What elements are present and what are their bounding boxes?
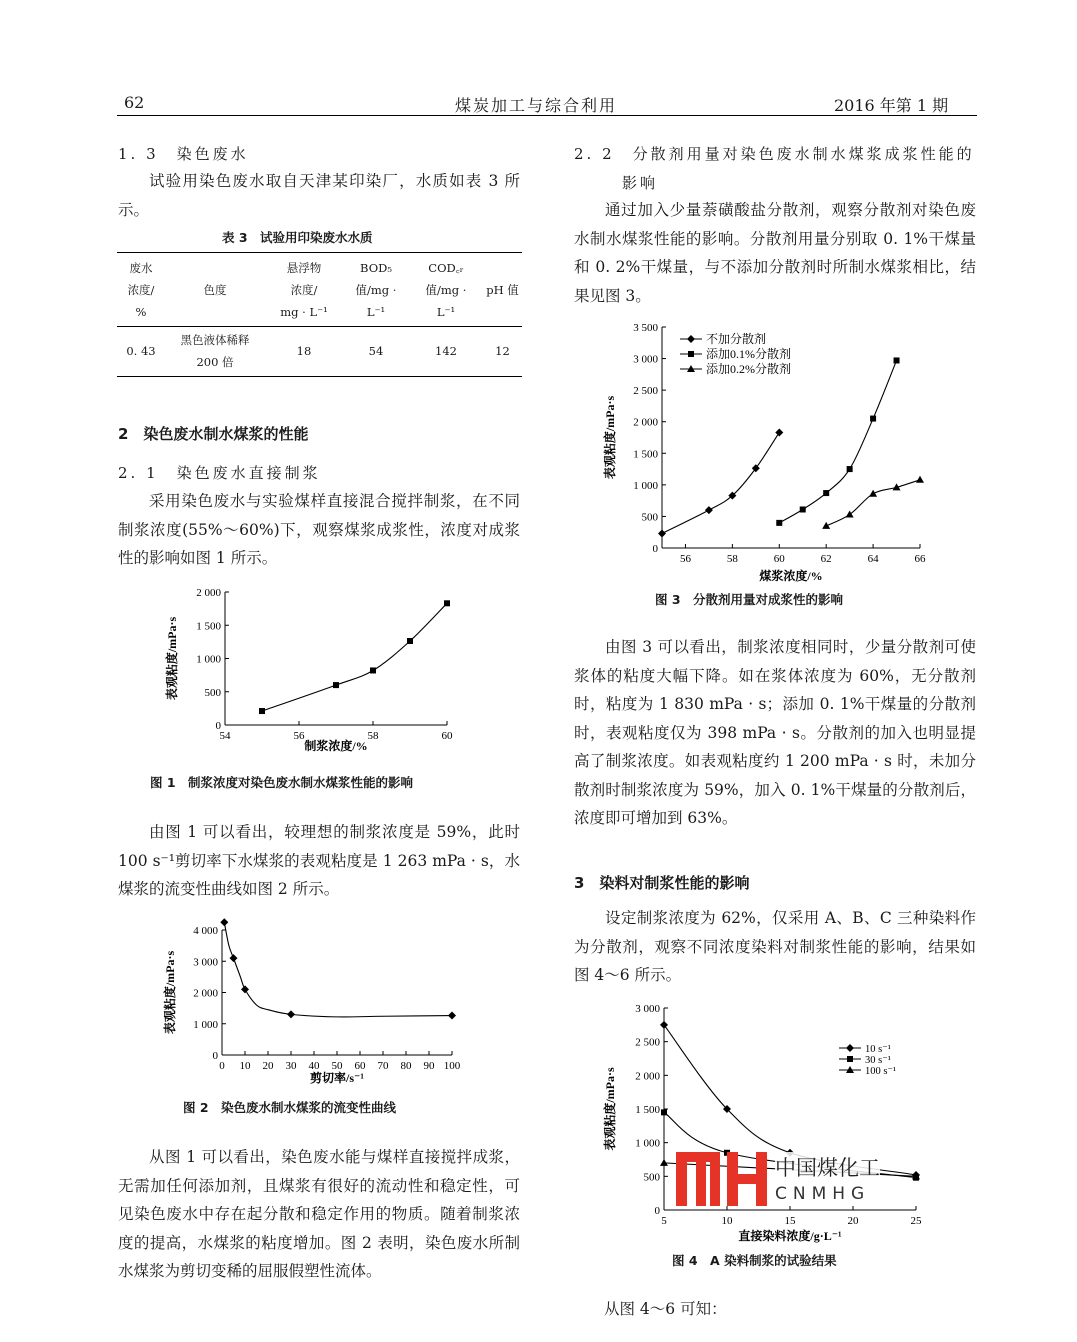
- series-line: [224, 922, 452, 1017]
- y-tick-label: 0: [652, 543, 658, 555]
- x-tick-label: 60: [441, 730, 453, 742]
- legend-marker: [688, 351, 694, 357]
- x-tick-label: 56: [293, 730, 305, 742]
- h: L⁻¹: [366, 304, 386, 319]
- x-tick-label: 100: [443, 1060, 461, 1072]
- legend-marker: [846, 1044, 854, 1052]
- x-axis-label: 煤浆浓度/%: [759, 569, 823, 583]
- journal-title: 煤炭加工与综合利用: [455, 96, 618, 115]
- data-point: [661, 1109, 667, 1115]
- h: pH 值: [486, 282, 519, 297]
- h: 悬浮物: [286, 260, 322, 275]
- table-top-rule: [117, 252, 522, 253]
- x-tick-label: 54: [219, 730, 231, 742]
- x-tick-label: 60: [354, 1060, 366, 1072]
- x-tick-label: 66: [914, 553, 926, 565]
- y-tick-label: 2 000: [633, 416, 658, 429]
- section-2-1-paragraph: [118, 487, 520, 573]
- x-tick-label: 15: [784, 1215, 796, 1227]
- table-row: [117, 326, 522, 376]
- x-tick-label: 90: [423, 1060, 435, 1072]
- paragraph: 设定制浆浓度为 62%，仅采用 A、B、C 三种染料作为分散剂，观察不同浓度染料对制浆性能的影响，结果如图 4～6 所示。: [574, 909, 976, 984]
- x-tick-label: 50: [331, 1060, 343, 1072]
- x-axis-label: 制浆浓度/%: [304, 739, 368, 753]
- section-2-2-heading: 2. 2 分散剂用量对染色废水制水煤浆成浆性能的影响: [574, 145, 975, 192]
- y-tick-label: 0: [215, 720, 221, 732]
- data-point: [660, 1021, 668, 1029]
- section-2-2-paragraph: [574, 196, 976, 310]
- legend-marker: [847, 1056, 853, 1062]
- paragraph-after-fig1: [118, 818, 520, 904]
- data-point: [370, 667, 376, 673]
- paragraph: 由图 3 可以看出，制浆浓度相同时，少量分散剂可使浆体的粘度大幅下降。如在浆体浓度为 60%，无分散剂时，粘度为 1 830 mPa · s；添加 0. 1%干煤量的分散剂时，表观粘度仅为 398 mPa · s。分散剂的加入也明显提高了制浆浓度。如表观粘度约 1 200 mPa · s 时，未加分散剂时制浆浓度为 59%，加入 0. 1%干煤量的分散剂后，浓度即可增加到 63%。: [574, 638, 976, 827]
- data-point: [870, 416, 876, 422]
- watermark-brand: 中国煤化工: [775, 1152, 880, 1182]
- paragraph: 从图 1 可以看出，染色废水能与煤样直接搅拌成浆，无需加任何添加剂，且煤浆有很好的流动性和稳定性，可见染色废水中存在起分散和稳定作用的物质。随着制浆浓度的提高，水煤浆的粘度增加。图 2 表明，染色废水所制水煤浆为剪切变稀的屈服假塑性流体。: [118, 1148, 520, 1280]
- h: 色度: [203, 282, 227, 297]
- series-line: [262, 603, 447, 711]
- cnmhg-watermark-logo: [672, 1148, 882, 1210]
- figure-3-caption: 图 3 分散剂用量对成浆性的影响: [655, 592, 844, 607]
- x-tick-label: 56: [679, 553, 691, 565]
- paragraph-after-fig3: [574, 633, 976, 833]
- y-tick-label: 0: [654, 1205, 660, 1217]
- data-point: [333, 682, 339, 688]
- x-tick-label: 58: [726, 553, 738, 565]
- y-tick-label: 2 000: [635, 1070, 660, 1083]
- section-3-heading: 3 染料对制浆性能的影响: [574, 874, 750, 892]
- h: 浓度/: [127, 282, 155, 297]
- figure-4-caption: 图 4 A 染料制浆的试验结果: [672, 1253, 837, 1268]
- y-tick-label: 1 000: [633, 479, 658, 492]
- data-point: [776, 520, 782, 526]
- table-cell: 54: [368, 344, 384, 358]
- h: 值/mg ·: [425, 282, 467, 297]
- data-point: [448, 1012, 456, 1020]
- y-tick-label: 3 000: [633, 353, 658, 366]
- figure-1-caption: 图 1 制浆浓度对染色废水制水煤浆性能的影响: [150, 775, 414, 790]
- y-axis-label: 表观粘度/mPa·s: [163, 950, 177, 1035]
- data-point: [869, 490, 877, 497]
- header-cell: [409, 254, 483, 326]
- x-tick-label: 0: [219, 1060, 225, 1072]
- data-point: [230, 954, 238, 962]
- y-axis-label: 表观粘度/mPa·s: [603, 395, 617, 480]
- data-point: [916, 476, 924, 483]
- x-tick-label: 25: [910, 1215, 922, 1227]
- data-point: [847, 466, 853, 472]
- figure-2-chart: [160, 920, 470, 1090]
- table-3-caption: 表 3 试验用印染废水水质: [222, 230, 373, 245]
- y-tick-label: 500: [643, 1171, 660, 1184]
- h: mg · L⁻¹: [280, 304, 328, 319]
- y-tick-label: 1 000: [635, 1137, 660, 1150]
- header-cell: [165, 254, 265, 326]
- table-cell: 黑色液体稀释 200 倍: [180, 333, 250, 369]
- y-tick-label: 2 000: [196, 587, 221, 599]
- x-tick-label: 30: [285, 1060, 297, 1072]
- y-tick-label: 500: [641, 511, 658, 524]
- section-1-3-paragraph: [118, 167, 520, 224]
- legend-label: 10 s⁻¹: [865, 1044, 891, 1055]
- data-point: [775, 428, 783, 436]
- series-line: [779, 360, 896, 522]
- header-rule: [117, 115, 977, 116]
- figure-2-caption: 图 2 染色废水制水煤浆的流变性曲线: [183, 1100, 397, 1115]
- legend-label: 添加0.1%分散剂: [706, 347, 791, 361]
- h: L⁻¹: [436, 304, 456, 319]
- paragraph: 试验用染色废水取自天津某印染厂，水质如表 3 所示。: [118, 172, 520, 219]
- y-tick-label: 3 000: [193, 956, 218, 969]
- y-tick-label: 3 500: [633, 322, 658, 334]
- section-3-paragraph: [574, 904, 976, 990]
- y-tick-label: 0: [212, 1050, 218, 1062]
- y-tick-label: 1 500: [635, 1104, 660, 1116]
- x-tick-label: 58: [367, 730, 379, 742]
- y-axis-label: 表观粘度/mPa·s: [165, 616, 179, 701]
- y-tick-label: 1 500: [633, 448, 658, 461]
- data-point: [705, 506, 713, 514]
- paragraph: 通过加入少量萘磺酸盐分散剂，观察分散剂对染色废水制水煤浆性能的影响。分散剂用量分别取 0. 1%干煤量和 0. 2%干煤量，与不添加分散剂时所制水煤浆相比，结果见图 3。: [574, 201, 976, 305]
- y-tick-label: 2 500: [635, 1036, 660, 1049]
- table-cell: 0. 43: [126, 344, 156, 358]
- data-point: [660, 1159, 668, 1166]
- header-cell: [265, 254, 343, 326]
- h: %: [135, 304, 147, 319]
- data-point: [259, 708, 265, 714]
- series-line: [662, 432, 779, 533]
- data-point: [241, 985, 249, 993]
- data-point: [658, 529, 666, 537]
- last-line: 从图 4～6 可知：: [604, 1300, 727, 1318]
- x-tick-label: 20: [262, 1060, 274, 1072]
- legend-label: 添加0.2%分散剂: [706, 362, 791, 376]
- header-cell: [483, 254, 522, 326]
- h: 值/mg ·: [355, 282, 397, 297]
- paragraph: 采用染色废水与实验煤样直接混合搅拌制浆，在不同制浆浓度(55%～60%)下，观察煤浆成浆性，浓度对成浆性的影响如图 1 所示。: [118, 492, 520, 567]
- watermark-latin: CNMHG: [775, 1184, 871, 1204]
- data-point: [846, 511, 854, 518]
- x-tick-label: 70: [377, 1060, 389, 1072]
- x-tick-label: 10: [721, 1215, 733, 1227]
- x-tick-label: 64: [867, 553, 879, 565]
- x-tick-label: 60: [773, 553, 785, 565]
- header-cell: [117, 254, 165, 326]
- data-point: [823, 490, 829, 496]
- x-tick-label: 40: [308, 1060, 320, 1072]
- section-2-heading: 2 染色废水制水煤浆的性能: [118, 425, 309, 443]
- y-tick-label: 4 000: [193, 925, 218, 937]
- x-tick-label: 80: [400, 1060, 412, 1072]
- h: BOD₅: [360, 260, 392, 275]
- data-point: [822, 522, 830, 529]
- data-point: [407, 638, 413, 644]
- data-point: [287, 1010, 295, 1018]
- section-2-1-heading: 2. 1 染色废水直接制浆: [118, 464, 321, 482]
- paragraph-after-fig2: [118, 1143, 520, 1286]
- table-cell: 12: [495, 344, 510, 358]
- figure-3-chart: [600, 320, 940, 585]
- header-cell: [343, 254, 409, 326]
- y-tick-label: 3 000: [635, 1003, 660, 1015]
- x-tick-label: 20: [847, 1215, 859, 1227]
- page-number: 62: [124, 93, 145, 112]
- x-axis-label: 剪切率/s⁻¹: [310, 1071, 364, 1085]
- x-axis-label: 直接染料浓度/g·L⁻¹: [738, 1229, 842, 1243]
- legend-label: 100 s⁻¹: [865, 1066, 897, 1077]
- table-3: [117, 254, 522, 377]
- y-tick-label: 500: [204, 686, 221, 699]
- data-point: [752, 464, 760, 472]
- legend-label: 30 s⁻¹: [865, 1055, 891, 1066]
- data-point: [444, 600, 450, 606]
- y-tick-label: 1 000: [193, 1018, 218, 1031]
- x-tick-label: 5: [661, 1215, 667, 1227]
- figure-1-chart: [150, 585, 470, 770]
- table-header-row: [117, 254, 522, 326]
- issue-label: 2016 年第 1 期: [834, 96, 949, 115]
- y-tick-label: 2 500: [633, 385, 658, 398]
- y-tick-label: 1 000: [196, 653, 221, 666]
- series-line: [826, 480, 920, 526]
- data-point: [800, 506, 806, 512]
- paragraph: 由图 1 可以看出，较理想的制浆浓度是 59%，此时 100 s⁻¹剪切率下水煤浆的表观粘度是 1 263 mPa · s，水煤浆的流变性曲线如图 2 所示。: [118, 823, 520, 898]
- h: COD꜀ᵣ: [428, 260, 464, 275]
- y-tick-label: 1 500: [196, 620, 221, 633]
- table-cell: 142: [435, 344, 457, 358]
- x-tick-label: 62: [820, 553, 832, 565]
- y-tick-label: 2 000: [193, 987, 218, 1000]
- table-cell: 18: [296, 344, 312, 358]
- data-point: [894, 357, 900, 363]
- cnmhg-logo-mark-icon: [672, 1148, 772, 1208]
- h: 废水: [129, 260, 153, 275]
- y-axis-label: 表观粘度/mPa·s: [603, 1067, 617, 1151]
- data-point: [220, 918, 228, 926]
- h: 浓度/: [290, 282, 318, 297]
- x-tick-label: 10: [239, 1060, 251, 1072]
- legend-marker: [687, 335, 695, 343]
- legend-label: 不加分散剂: [706, 332, 767, 346]
- section-1-3-heading: 1. 3 染色废水: [118, 145, 249, 163]
